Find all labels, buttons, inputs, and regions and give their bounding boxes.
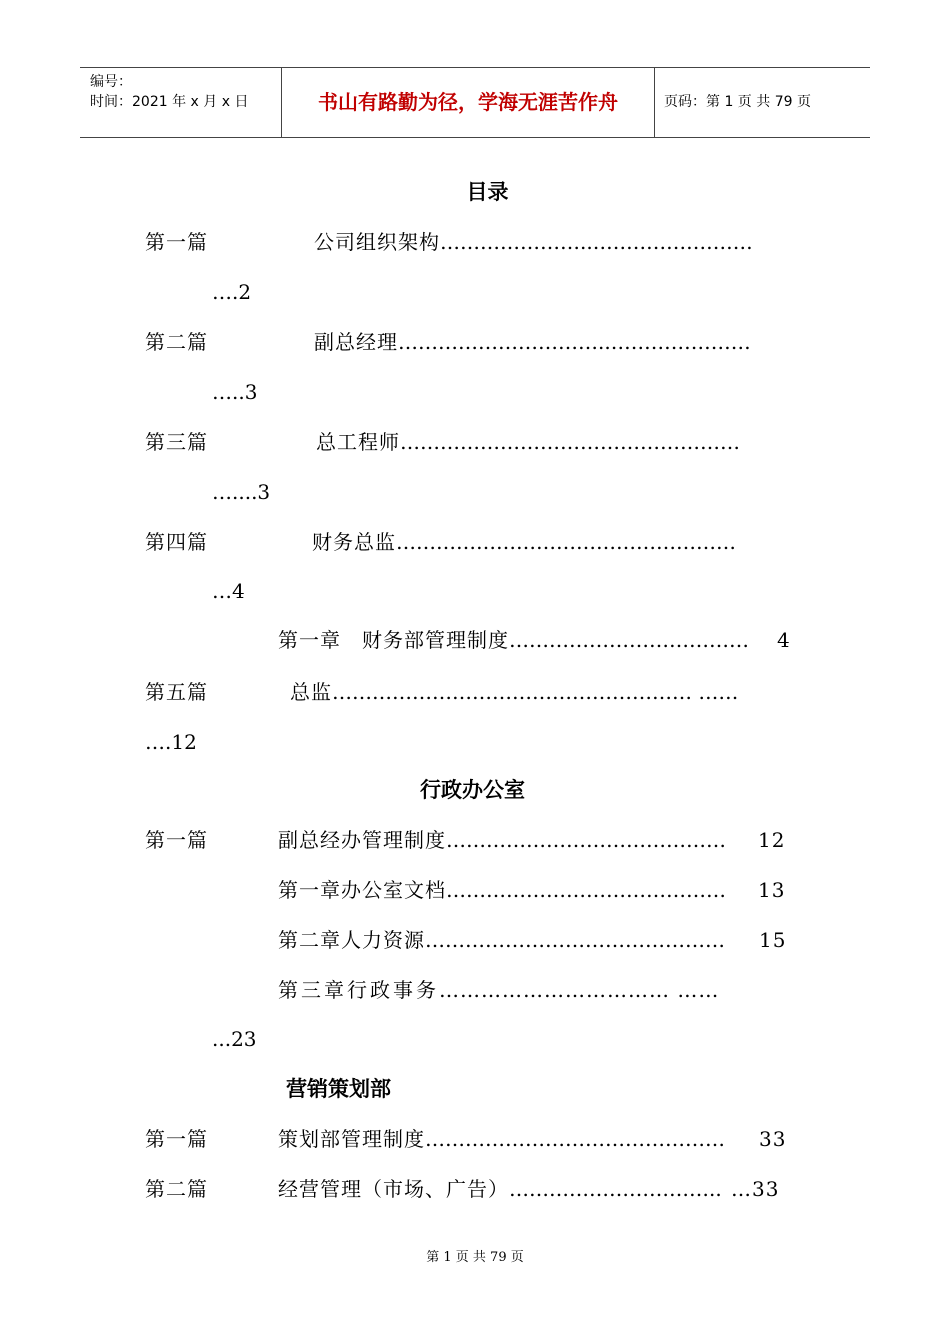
- toc-entry-name: 第一章 财务部管理制度: [278, 628, 509, 652]
- header-divider: [654, 68, 655, 137]
- toc-chapter-entry[interactable]: [278, 626, 791, 654]
- toc-part-label: 第二篇: [145, 330, 208, 354]
- section-title-admin: 行政办公室: [420, 778, 525, 802]
- toc-leader-dots: ……………………………………………… ……: [332, 680, 739, 704]
- page-footer: 第 1 页 共 79 页: [426, 1250, 524, 1265]
- document-number-label: 编号：: [90, 74, 132, 90]
- toc-leader-dots: ………………………………………: [425, 928, 725, 952]
- toc-page-number: 33: [759, 1127, 787, 1151]
- toc-part-label: 第三篇: [145, 430, 208, 454]
- toc-leader-dots: …………………………… ……: [439, 978, 720, 1002]
- toc-entry[interactable]: [278, 926, 786, 954]
- page-header: [80, 67, 870, 138]
- toc-leader-dots: …………………………..: [509, 1177, 722, 1201]
- toc-entry[interactable]: [278, 1175, 779, 1203]
- toc-entry[interactable]: [278, 826, 785, 854]
- toc-page-number: ...23: [212, 1027, 257, 1051]
- toc-entry-name: 第一章办公室文档: [278, 878, 446, 902]
- toc-entry-name: 经营管理（市场、广告）: [278, 1177, 509, 1201]
- toc-page-number: …33: [731, 1177, 780, 1201]
- toc-entry-name: 策划部管理制度: [278, 1127, 425, 1151]
- section-title-marketing: 营销策划部: [286, 1077, 391, 1101]
- toc-page-number: …..3: [212, 380, 258, 404]
- toc-page-number: …....3: [212, 480, 271, 504]
- toc-leader-dots: ……………………………………: [446, 828, 726, 852]
- toc-entry[interactable]: [278, 876, 785, 904]
- toc-entry[interactable]: [278, 976, 797, 1004]
- toc-entry-name: 副总经理: [314, 330, 398, 354]
- toc-entry-name: 财务总监: [312, 530, 396, 554]
- toc-part-label: 第二篇: [145, 1177, 208, 1201]
- toc-entry[interactable]: [314, 328, 796, 356]
- toc-leader-dots: ……………………………………………: [400, 430, 740, 454]
- toc-entry-name: 总监: [290, 680, 332, 704]
- toc-leader-dots: …………………………..…………………: [398, 330, 751, 354]
- toc-part-label: 第一篇: [145, 1127, 208, 1151]
- document-date: 时间：2021 年 x 月 x 日: [90, 94, 249, 110]
- toc-entry[interactable]: [290, 678, 804, 706]
- toc-page-number: 13: [758, 878, 786, 902]
- toc-part-label: 第五篇: [145, 680, 208, 704]
- toc-entry[interactable]: [278, 1125, 786, 1153]
- toc-entry[interactable]: [312, 528, 800, 556]
- toc-entry-name: 公司组织架构: [314, 230, 440, 254]
- toc-leader-dots: ……………………………………: [446, 878, 726, 902]
- header-meta: [90, 72, 248, 112]
- toc-entry-name: 第二章人力资源: [278, 928, 425, 952]
- toc-part-label: 第一篇: [145, 230, 208, 254]
- toc-entry[interactable]: [314, 228, 798, 256]
- toc-leader-dots: …………………..……………………: [440, 230, 753, 254]
- toc-entry[interactable]: [316, 428, 796, 456]
- toc-leader-dots: ………………………………: [509, 628, 749, 652]
- header-motto: 书山有路勤为径，学海无涯苦作舟: [318, 90, 618, 114]
- toc-page-number: …4: [212, 579, 245, 603]
- toc-leader-dots: ………………………………………: [425, 1127, 725, 1151]
- toc-page-number: ….12: [145, 730, 197, 754]
- toc-page-number: ….2: [212, 280, 252, 304]
- header-page-info: 页码：第 1 页 共 79 页: [664, 94, 811, 110]
- toc-title: 目录: [466, 180, 509, 204]
- toc-page-number: 4: [777, 628, 791, 652]
- toc-entry-name: 总工程师: [316, 430, 400, 454]
- toc-leader-dots: ……………………………………………: [396, 530, 736, 554]
- toc-page-number: 12: [758, 828, 786, 852]
- toc-entry-name: 副总经办管理制度: [278, 828, 446, 852]
- toc-part-label: 第四篇: [145, 530, 208, 554]
- toc-entry-name: 第三章行政事务: [278, 978, 439, 1002]
- toc-part-label: 第一篇: [145, 828, 208, 852]
- toc-page-number: 15: [759, 928, 787, 952]
